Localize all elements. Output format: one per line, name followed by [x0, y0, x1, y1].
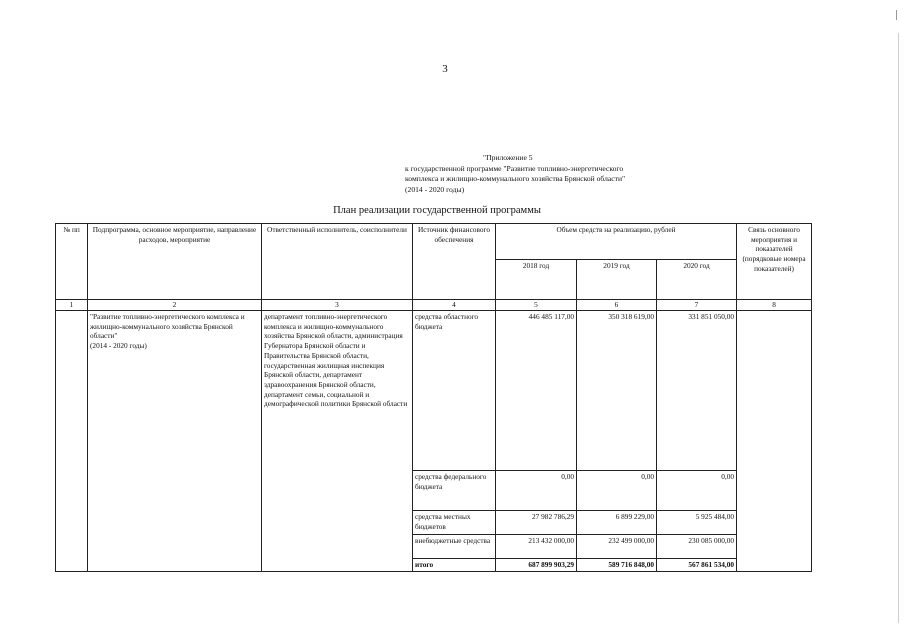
value-2018-cell: 213 432 000,00: [496, 535, 577, 559]
value-2019-cell: 6 899 229,00: [577, 511, 657, 535]
program-executor-cell: департамент топливно-энергетического комплекса и жилищно-коммунального хозяйства Брянской области, администрация Губернатора Брянской области и Правительства Брянской области, государственная жилищная инспекция Брянской области, департамент здравоохранения Брянской области, департамент семьи, социальной и демографической политики Брянской области: [262, 311, 413, 572]
value-2018-cell: 0,00: [496, 471, 577, 511]
header-year-2019: 2019 год: [577, 260, 657, 300]
total-2018-cell: 687 899 903,29: [496, 559, 577, 572]
col-index: 8: [737, 300, 812, 311]
column-index-row: [56, 300, 812, 311]
edge-mark: [896, 10, 897, 20]
appendix-block: [405, 153, 705, 195]
appendix-line-2: к государственной программе "Развитие топливно-энергетического: [405, 163, 624, 173]
value-2019-cell: 350 318 619,00: [577, 311, 657, 471]
header-volume: Объем средств на реализацию, рублей: [496, 224, 737, 260]
value-2020-cell: 0,00: [657, 471, 737, 511]
header-source: Источник финансового обеспечения: [413, 224, 496, 300]
header-row-top: [56, 224, 812, 260]
appendix-line-3: комплекса и жилищно-коммунального хозяйства Брянской области": [405, 174, 626, 184]
col-index: 1: [56, 300, 88, 311]
col-index: 7: [657, 300, 737, 311]
source-cell-total: итого: [413, 559, 496, 572]
value-2018-cell: 27 982 786,29: [496, 511, 577, 535]
header-subprogram: Подпрограмма, основное мероприятие, направление расходов, мероприятие: [88, 224, 262, 300]
source-cell: средства федерального бюджета: [413, 471, 496, 511]
source-cell: внебюджетные средства: [413, 535, 496, 559]
header-link: Связь основного мероприятия и показателей (порядковые номера показателей): [737, 224, 812, 300]
col-index: 4: [413, 300, 496, 311]
total-2020-cell: 567 861 534,00: [657, 559, 737, 572]
value-2020-cell: 5 925 484,00: [657, 511, 737, 535]
value-2018-cell: 446 485 117,00: [496, 311, 577, 471]
link-cell: [737, 311, 812, 572]
page-number: 3: [442, 63, 448, 75]
col-index: 3: [262, 300, 413, 311]
value-2019-cell: 232 499 000,00: [577, 535, 657, 559]
appendix-line-4: (2014 - 2020 годы): [405, 184, 465, 194]
page-edge-line: [898, 33, 899, 623]
total-2019-cell: 589 716 848,00: [577, 559, 657, 572]
source-cell: средства местных бюджетов: [413, 511, 496, 535]
value-2019-cell: 0,00: [577, 471, 657, 511]
program-name-cell: "Развитие топливно-энергетического комплекса и жилищно-коммунального хозяйства Брянской области" (2014 - 2020 годы): [88, 311, 262, 572]
plan-table: [55, 223, 812, 572]
row-num-cell: [56, 311, 88, 572]
header-num: № пп: [56, 224, 88, 300]
header-executor: Ответственный исполнитель, соисполнители: [262, 224, 413, 300]
value-2020-cell: 230 085 000,00: [657, 535, 737, 559]
table-row: [56, 311, 812, 471]
col-index: 5: [496, 300, 577, 311]
source-cell: средства областного бюджета: [413, 311, 496, 471]
col-index: 2: [88, 300, 262, 311]
value-2020-cell: 331 851 050,00: [657, 311, 737, 471]
col-index: 6: [577, 300, 657, 311]
appendix-line-1: "Приложение 5: [483, 153, 533, 162]
header-year-2018: 2018 год: [496, 260, 577, 300]
header-year-2020: 2020 год: [657, 260, 737, 300]
document-title: План реализации государственной программы: [333, 205, 541, 216]
